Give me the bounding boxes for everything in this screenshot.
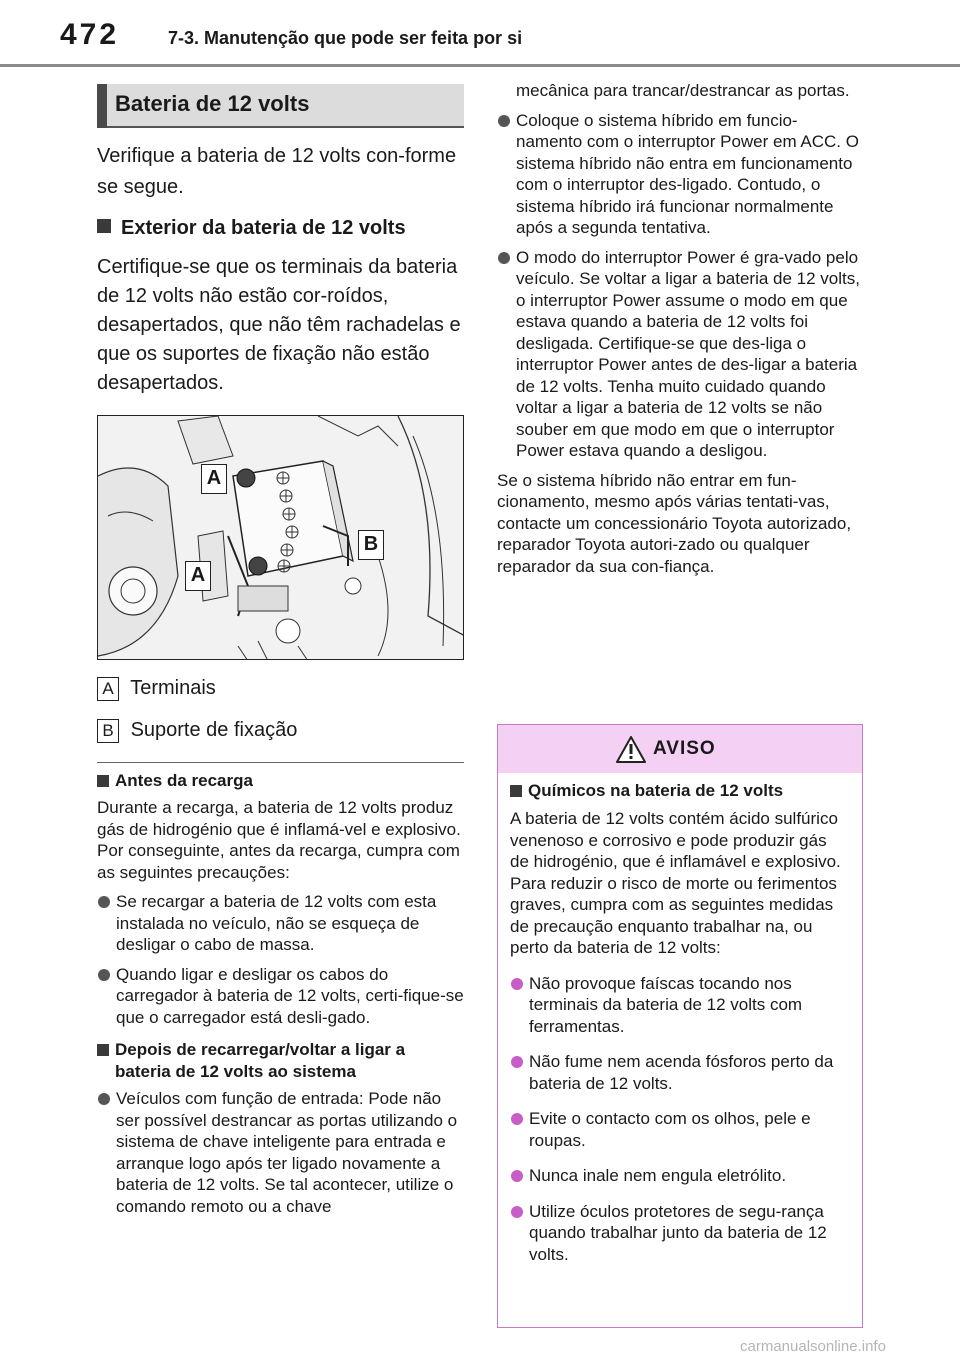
continuation-text: mecânica para trancar/destrancar as portas. xyxy=(516,81,850,100)
callout-text: Terminais xyxy=(130,677,216,699)
section-heading-text: Bateria de 12 volts xyxy=(115,91,310,116)
list-item: Evite o contacto com os olhos, pele e roupas. xyxy=(510,1108,850,1151)
battery-figure xyxy=(97,415,464,660)
list-item: Coloque o sistema híbrido em funcio-namento com o interruptor Power em ACC. O sistema híbrido não entra em funcionamento com o interruptor des-ligado. Contudo, o sistema híbrido irá funcionar normalmente após a segunda tentativa. xyxy=(497,110,863,239)
figure-label-a-bottom: A xyxy=(185,561,211,591)
before-charging-heading: Antes da recarga xyxy=(97,770,464,792)
square-bullet-icon xyxy=(97,775,109,787)
list-item: Não provoque faíscas tocando nos terminais da bateria de 12 volts com ferramentas. xyxy=(510,973,850,1038)
list-item: O modo do interruptor Power é gra-vado pelo veículo. Se voltar a ligar a bateria de 12 volts, o interruptor Power assume o modo em que estava quando a bateria de 12 volts foi desligada. Certifique-se que des-liga o interruptor Power antes de des-ligar a bateria de 12 volts. Tenha muito cuidado quando voltar a ligar a bateria de 12 volts se não souber em que modo em que o interruptor Power estava quando a desligou. xyxy=(497,247,863,462)
figure-label-b: B xyxy=(358,530,384,560)
list-item: Quando ligar e desligar os cabos do carregador à bateria de 12 volts, certi-fique-se que o carregador está desli-gado. xyxy=(97,964,464,1029)
warning-header xyxy=(498,725,862,773)
callout-bracket xyxy=(97,716,464,744)
list-item: Se recargar a bateria de 12 volts com esta instalada no veículo, não se esqueça de desligar o cabo de massa. xyxy=(97,891,464,956)
bullet-dot-icon xyxy=(511,1056,523,1068)
before-charging-text: Durante a recarga, a bateria de 12 volts produz gás de hidrogénio que é inflamá-vel e explosivo. Por conseguinte, antes da recarga, cumpra com as seguintes precauções: xyxy=(97,798,461,882)
bullet-dot-icon xyxy=(98,1093,110,1105)
callout-key: A xyxy=(97,677,119,701)
exterior-heading: Exterior da bateria de 12 volts xyxy=(97,214,464,242)
bullet-dot-icon xyxy=(498,252,510,264)
callout-terminals xyxy=(97,674,464,702)
square-bullet-icon xyxy=(97,219,111,233)
divider xyxy=(97,762,464,763)
list-item: Não fume nem acenda fósforos perto da bateria de 12 volts. xyxy=(510,1051,850,1094)
square-bullet-icon xyxy=(97,1044,109,1056)
callout-text: Suporte de fixação xyxy=(130,719,298,741)
warning-box xyxy=(497,724,863,1328)
square-bullet-icon xyxy=(510,785,522,797)
page-number: 472 xyxy=(60,18,120,51)
warning-title: AVISO xyxy=(653,738,716,759)
left-column xyxy=(97,84,464,1217)
bullet-dot-icon xyxy=(511,1113,523,1125)
list-item: Veículos com função de entrada: Pode não ser possível destrancar as portas utilizando o sistema de chave inteligente para entrada e arranque logo após ter ligado novamente a bateria de 12 volts. Se tal acontecer, utilize o comando remoto ou a chave xyxy=(97,1088,464,1217)
bullet-dot-icon xyxy=(511,1206,523,1218)
bullet-dot-icon xyxy=(511,1170,523,1182)
hybrid-start-paragraph: Se o sistema híbrido não entrar em fun-cionamento, mesmo após várias tentati-vas, contacte um concessionário Toyota autorizado, reparador Toyota autori-zado ou qualquer reparador da sua con-fiança. xyxy=(497,470,852,576)
bullet-dot-icon xyxy=(511,978,523,990)
bullet-dot-icon xyxy=(98,969,110,981)
warning-triangle-icon xyxy=(616,736,646,763)
warning-subheading: Químicos na bateria de 12 volts xyxy=(510,780,850,802)
warning-text: A bateria de 12 volts contém ácido sulfúrico venenoso e corrosivo e pode produzir gás de hidrogénio, que é inflamável e explosivo. Para reduzir o risco de morte ou ferimentos graves, cumpra com as seguintes medidas de precaução enquanto trabalhar na, ou perto da bateria de 12 volts: xyxy=(510,809,841,957)
section-title: 7-3. Manutenção que pode ser feita por si xyxy=(168,28,523,48)
figure-label-a-top: A xyxy=(201,464,227,494)
battery-illustration xyxy=(98,416,464,660)
bullet-dot-icon xyxy=(98,896,110,908)
list-item: Nunca inale nem engula eletrólito. xyxy=(510,1165,850,1187)
section-heading xyxy=(97,84,464,128)
header-rule xyxy=(0,64,960,67)
watermark: carmanualsonline.info xyxy=(740,1338,886,1355)
callout-key: B xyxy=(97,719,119,743)
intro-text: Verifique a bateria de 12 volts con-forme se segue. xyxy=(97,145,457,198)
page-header xyxy=(0,0,960,68)
bullet-dot-icon xyxy=(498,115,510,127)
exterior-text: Certifique-se que os terminais da bateria de 12 volts não estão cor-roídos, desapertados, que não têm rachadelas e que os suportes de fixação não estão desapertados. xyxy=(97,256,461,394)
list-item: Utilize óculos protetores de segu-rança quando trabalhar junto da bateria de 12 volts. xyxy=(510,1201,850,1266)
after-recharge-heading: Depois de recarregar/voltar a ligar a bateria de 12 volts ao sistema xyxy=(97,1039,464,1083)
right-column xyxy=(497,80,863,577)
